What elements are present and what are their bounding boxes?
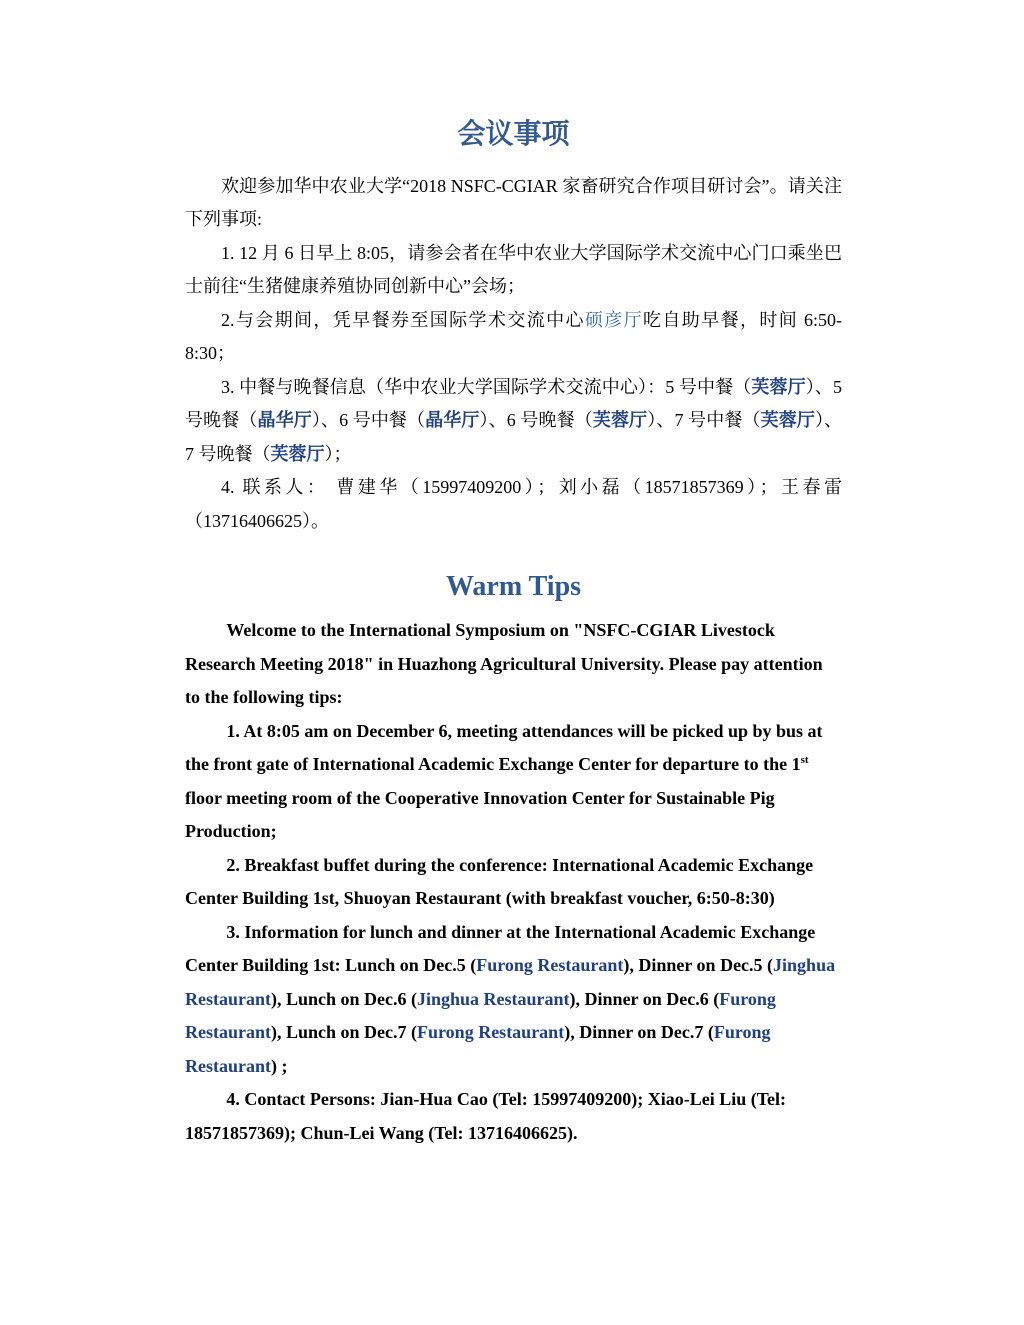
text-run: 4. 联系人： 曹建华（15997409200）；刘小磊（18571857369）；王春雷（13716406625）。 — [185, 477, 842, 531]
text-run: 2. Breakfast buffet during the conference: International Academic Exchange Center Building 1st, Shuoyan Restaurant (with breakfast voucher, 6:50-8:30) — [185, 854, 814, 909]
en-item-3 — [185, 916, 842, 1084]
highlighted-text-run: Furong Restaurant — [476, 955, 624, 976]
text-run: ), Lunch on Dec.7 ( — [271, 1022, 418, 1043]
en-item-1 — [185, 715, 842, 849]
text-run: 3. Information for lunch and dinner at the International Academic Exchange Center Building 1st: Lunch on Dec.5 ( — [185, 921, 816, 976]
highlighted-text-run: st — [800, 754, 809, 767]
text-run: 欢迎参加华中农业大学“2018 NSFC-CGIAR 家畜研究合作项目研讨会”。请关注下列事项: — [185, 175, 842, 230]
highlighted-text-run: 芙蓉厅 — [270, 443, 325, 464]
zh-item-1 — [185, 237, 842, 304]
text-run: 3. 中餐与晚餐信息（华中农业大学国际学术交流中心）：5 号中餐（ — [221, 376, 752, 397]
text-run: Welcome to the International Symposium on "NSFC-CGIAR Livestock Research Meeting 2018" in Huazhong Agricultural University. Please pay attention to the following tips: — [185, 620, 823, 708]
highlighted-text-run: 晶华厅 — [257, 410, 312, 431]
highlighted-text-run: 硕彦厅 — [584, 309, 644, 330]
highlighted-text-run: 芙蓉厅 — [751, 376, 806, 397]
text-run: ）、5 号晚餐（ — [185, 376, 843, 431]
highlighted-text-run: 芙蓉厅 — [592, 410, 648, 431]
highlighted-text-run: 晶华厅 — [425, 410, 480, 431]
en-intro-paragraph — [185, 614, 842, 715]
english-section — [185, 568, 842, 1150]
zh-item-3 — [185, 371, 842, 472]
zh-intro-paragraph — [185, 170, 842, 237]
text-run: ) ; — [271, 1055, 288, 1076]
text-run: ）、6 号中餐（ — [311, 410, 426, 431]
en-item-4 — [185, 1083, 842, 1150]
english-section-title: Warm Tips — [445, 571, 582, 603]
text-run: ）、7 号中餐（ — [647, 410, 761, 431]
text-run: 1. 12 月 6 日早上 8:05，请参会者在华中农业大学国际学术交流中心门口乘坐巴士前往“生猪健康养殖协同创新中心”会场； — [185, 242, 842, 297]
chinese-section — [185, 116, 842, 538]
text-run: 吃自助早餐，时间 6:50-8:30； — [185, 309, 843, 364]
text-run: ）、7 号晚餐（ — [185, 410, 843, 464]
zh-item-4 — [185, 471, 842, 538]
text-run: 1. At 8:05 am on December 6, meeting attendances will be picked up by bus at the front gate of International Academic Exchange Center for departure to the 1 — [185, 720, 823, 775]
en-item-2 — [185, 849, 842, 916]
text-run: ）； — [324, 443, 352, 464]
text-run: 2.与会期间，凭早餐券至国际学术交流中心 — [221, 309, 585, 330]
text-run: ), Dinner on Dec.6 ( — [569, 988, 720, 1009]
highlighted-text-run: 芙蓉厅 — [760, 410, 815, 431]
chinese-section-title: 会议事项 — [457, 119, 570, 150]
text-run: floor meeting room of the Cooperative Innovation Center for Sustainable Pig Production; — [185, 787, 775, 842]
text-run: 4. Contact Persons: Jian-Hua Cao (Tel: 15997409200); Xiao-Lei Liu (Tel: 18571857369); Chun-Lei Wang (Tel: 13716406625). — [185, 1089, 787, 1143]
text-run: ), Lunch on Dec.6 ( — [271, 988, 418, 1009]
text-run: ), Dinner on Dec.7 ( — [564, 1022, 714, 1043]
text-run: ), Dinner on Dec.5 ( — [623, 955, 774, 976]
text-run: ）、6 号晚餐（ — [479, 410, 593, 431]
highlighted-text-run: Furong Restaurant — [185, 1022, 771, 1076]
highlighted-text-run: Furong Restaurant — [417, 1022, 565, 1043]
highlighted-text-run: Jinghua Restaurant — [417, 988, 570, 1009]
zh-item-2 — [185, 304, 842, 371]
highlighted-text-run: Furong Restaurant — [185, 988, 776, 1043]
highlighted-text-run: Jinghua Restaurant — [185, 955, 836, 1009]
